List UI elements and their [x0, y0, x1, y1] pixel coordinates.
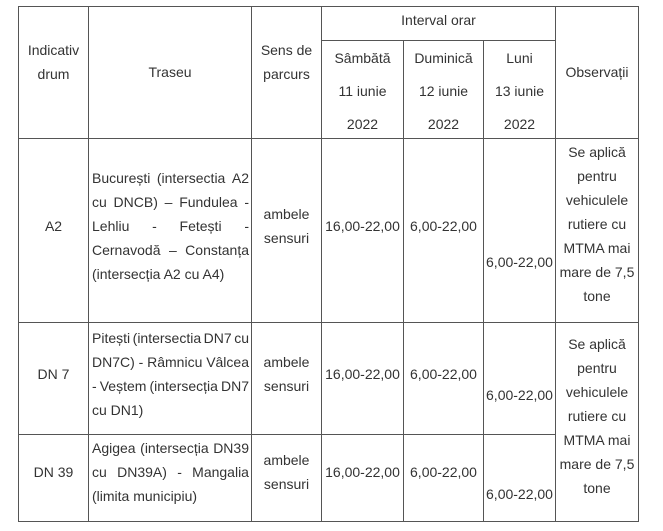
header-day-duminica: Duminică 12 iunie 2022 [414, 50, 473, 132]
row-dn39-luni: 6,00-22,00 [486, 486, 553, 502]
row-a2-drum: A2 [44, 218, 63, 234]
table-border-top [18, 6, 639, 7]
row-dn7-duminica: 6,00-22,00 [410, 366, 477, 382]
header-indicativ: Indicativ drum [27, 42, 80, 82]
header-sens: Sens de parcurs [260, 42, 313, 82]
row-a2-sens: ambele sensuri [263, 206, 310, 246]
header-interval-divider [321, 40, 555, 41]
row-dn39-sens: ambele sensuri [263, 452, 310, 492]
header-day-sambata: Sâmbătă 11 iunie 2022 [334, 50, 391, 132]
row-a2-traseu: București (intersectia A2 cu DNCB) – Fundulea - Lehliu - Fetești - Cernavodă – Constanța (intersecția A2 cu A4) [92, 170, 249, 282]
schedule-table [18, 6, 639, 522]
header-day-luni: Luni 13 iunie 2022 [494, 50, 545, 132]
header-observatii: Observații [565, 64, 629, 80]
row-dn7-bottom-line [18, 434, 555, 435]
observatii-1: Se aplică pentru vehiculele rutiere cu MTMA mai mare de 7,5 tone [559, 144, 635, 304]
row-dn7-sens: ambele sensuri [263, 354, 310, 394]
table-border-bottom [18, 521, 639, 522]
observatii-2: Se aplică pentru vehiculele rutiere cu MTMA mai mare de 7,5 tone [559, 336, 635, 496]
row-a2-duminica: 6,00-22,00 [410, 218, 477, 234]
row-dn7-drum: DN 7 [37, 366, 70, 382]
table-border-right [638, 6, 639, 522]
row-a2-bottom-line [18, 322, 555, 323]
row-a2-luni: 6,00-22,00 [486, 254, 553, 270]
row-dn7-luni: 6,00-22,00 [486, 387, 553, 403]
row-dn7-sambata: 16,00-22,00 [325, 366, 400, 382]
row-dn39-traseu: Agigea (intersecția DN39 cu DN39A) - Mangalia (limita municipiu) [92, 440, 249, 504]
row-dn7-traseu: Pitești (intersectia DN7 cu DN7C) - Râmnicu Vâlcea - Veștem (intersecția DN7 cu DN1) [92, 330, 249, 418]
row-dn39-duminica: 6,00-22,00 [410, 464, 477, 480]
header-traseu: Traseu [148, 64, 192, 80]
row-dn39-sambata: 16,00-22,00 [325, 464, 400, 480]
row-a2-sambata: 16,00-22,00 [325, 218, 400, 234]
obs-1-bottom-line [555, 322, 639, 323]
header-interval-orar: Interval orar [401, 12, 476, 28]
row-dn39-drum: DN 39 [33, 464, 74, 480]
